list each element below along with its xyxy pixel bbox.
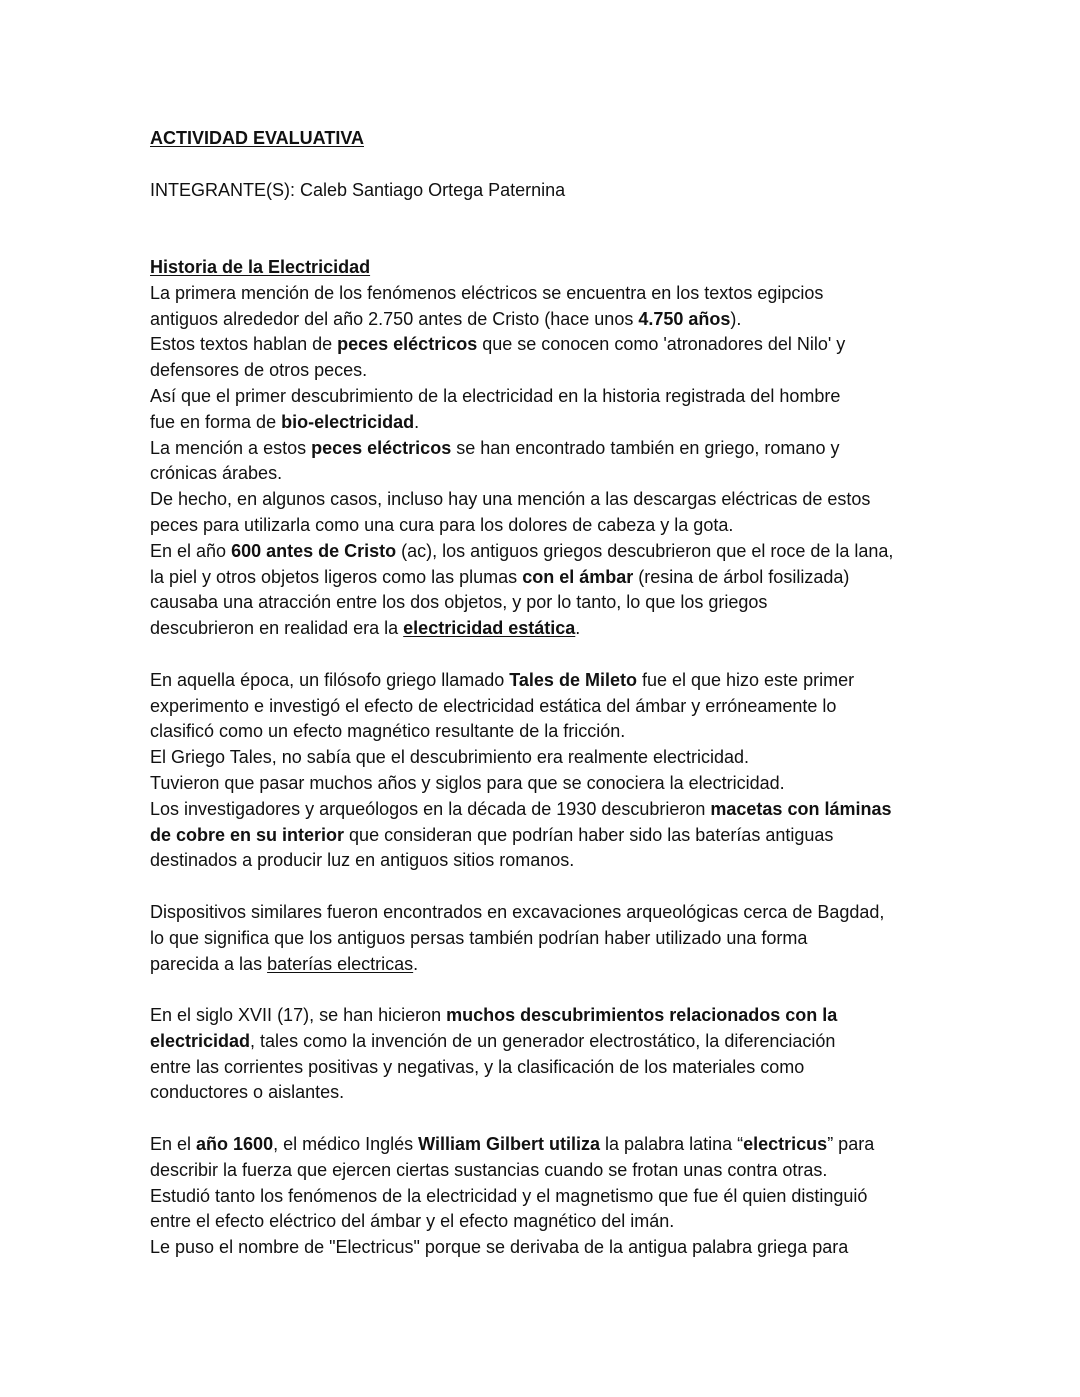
text-segment: la piel y otros objetos ligeros como las plumas [150,566,523,587]
text-segment: En el año [150,540,232,561]
bold-text: año 1600 [196,1134,274,1155]
text-segment: , el médico Inglés [273,1134,419,1155]
text-segment: crónicas árabes. [150,463,283,484]
text-segment: experimento e investigó el efecto de electricidad estática del ámbar y erróneamente lo [150,695,837,716]
text-line [150,926,970,952]
bold-text: con el ámbar [522,566,634,587]
text-segment: fue el que hizo este primer [636,669,855,690]
text-segment: causaba una atracción entre los dos objetos, y por lo tanto, lo que los griegos [150,592,768,613]
text-segment: (ac), los antiguos griegos descubrieron que el roce de la lana, [396,540,894,561]
text-line [150,281,970,307]
bold-text: peces eléctricos [337,334,478,355]
bold-text: ACTIVIDAD EVALUATIVA [150,128,364,148]
text-line [150,1209,970,1235]
text-line [150,255,970,281]
text-line [150,1003,970,1029]
text-segment: Dispositivos similares fueron encontrados en excavaciones arqueológicas cerca de Bagdad, [150,901,885,922]
text-segment: INTEGRANTE(S): Caleb Santiago Ortega Paternina [150,179,566,200]
blank-line [150,977,970,1003]
text-line [150,565,970,591]
text-line [150,1132,970,1158]
blank-line [150,642,970,668]
bold-text: bio-electricidad [281,411,415,432]
text-line [150,952,970,978]
text-line [150,307,970,333]
text-line [150,436,970,462]
text-line [150,823,970,849]
text-line [150,1184,970,1210]
text-segment: Le puso el nombre de "Electricus" porque se derivaba de la antigua palabra griega para [150,1237,849,1258]
text-line [150,410,970,436]
text-line [150,616,970,642]
bold-text: macetas con láminas [710,798,892,819]
text-line [150,590,970,616]
bold-text: electricidad [150,1030,251,1051]
bold-text: 4.750 años [638,308,731,329]
text-segment: La mención a estos [150,437,312,458]
blank-line [150,1106,970,1132]
text-segment: fue en forma de [150,411,282,432]
text-segment: peces para utilizarla como una cura para los dolores de cabeza y la gota. [150,514,734,535]
underlined-text: baterías electricas [267,953,414,974]
text-segment: De hecho, en algunos casos, incluso hay una mención a las descargas eléctricas de estos [150,489,871,510]
text-line [150,745,970,771]
text-segment: parecida a las [150,953,268,974]
text-segment: se han encontrado también en griego, romano y [451,437,840,458]
text-line [150,384,970,410]
text-line [150,178,970,204]
bold-text: muchos descubrimientos relacionados con la [446,1005,838,1026]
text-segment: defensores de otros peces. [150,360,368,381]
text-segment: lo que significa que los antiguos persas también podrían haber utilizado una forma [150,927,808,948]
text-line [150,461,970,487]
text-line [150,332,970,358]
blank-line [150,874,970,900]
text-segment: destinados a producir luz en antiguos sitios romanos. [150,850,575,871]
text-line [150,694,970,720]
text-line [150,1029,970,1055]
text-segment: entre las corrientes positivas y negativas, y la clasificación de los materiales como [150,1056,805,1077]
text-segment: que se conocen como 'atronadores del Nilo' y [477,334,846,355]
text-line [150,668,970,694]
text-segment: . [575,618,581,639]
text-line [150,513,970,539]
text-segment: Estudió tanto los fenómenos de la electricidad y el magnetismo que fue él quien distinguió [150,1185,868,1206]
text-segment: . [413,953,419,974]
text-line [150,1235,970,1261]
text-segment: En aquella época, un filósofo griego llamado [150,669,510,690]
text-segment: clasificó como un efecto magnético resultante de la fricción. [150,721,626,742]
text-segment: Tuvieron que pasar muchos años y siglos para que se conociera la electricidad. [150,772,785,793]
text-line [150,1080,970,1106]
bold-text: electricidad estática [403,618,576,639]
text-segment: En el siglo XVII (17), se han hicieron [150,1005,447,1026]
text-line [150,719,970,745]
text-segment: que consideran que podrían haber sido las baterías antiguas [344,824,834,845]
text-line [150,487,970,513]
text-line [150,126,970,152]
text-segment: , tales como la invención de un generador electrostático, la diferenciación [250,1030,836,1051]
text-line [150,1055,970,1081]
blank-line [150,152,970,178]
text-line [150,539,970,565]
text-line [150,358,970,384]
text-line [150,797,970,823]
text-segment: El Griego Tales, no sabía que el descubrimiento era realmente electricidad. [150,747,750,768]
text-segment: Los investigadores y arqueólogos en la década de 1930 descubrieron [150,798,711,819]
text-segment: En el [150,1134,197,1155]
bold-text: de cobre en su interior [150,824,345,845]
text-segment: . [414,411,420,432]
text-segment: describir la fuerza que ejercen ciertas sustancias cuando se frotan unas contra otras. [150,1159,828,1180]
text-line [150,771,970,797]
text-segment: antiguos alrededor del año 2.750 antes de Cristo (hace unos [150,308,639,329]
bold-text: electricus [743,1134,828,1155]
text-line [150,900,970,926]
text-line [150,848,970,874]
document-body [150,126,970,1261]
bold-text: Historia de la Electricidad [150,256,371,277]
bold-text: William Gilbert utiliza [418,1134,601,1155]
text-segment: Así que el primer descubrimiento de la electricidad en la historia registrada del hombre [150,385,841,406]
text-segment: Estos textos hablan de [150,334,338,355]
text-segment: la palabra latina “ [600,1134,744,1155]
text-segment: conductores o aislantes. [150,1082,345,1103]
text-segment: ” para [827,1134,875,1155]
blank-line [150,229,970,255]
text-segment: La primera mención de los fenómenos eléctricos se encuentra en los textos egipcios [150,282,824,303]
text-segment: (resina de árbol fosilizada) [633,566,850,587]
bold-text: peces eléctricos [311,437,452,458]
text-line [150,1158,970,1184]
text-segment: descubrieron en realidad era la [150,618,404,639]
bold-text: 600 antes de Cristo [231,540,397,561]
text-segment: ). [730,308,742,329]
bold-text: Tales de Mileto [509,669,637,690]
blank-line [150,203,970,229]
text-segment: entre el efecto eléctrico del ámbar y el efecto magnético del imán. [150,1211,675,1232]
